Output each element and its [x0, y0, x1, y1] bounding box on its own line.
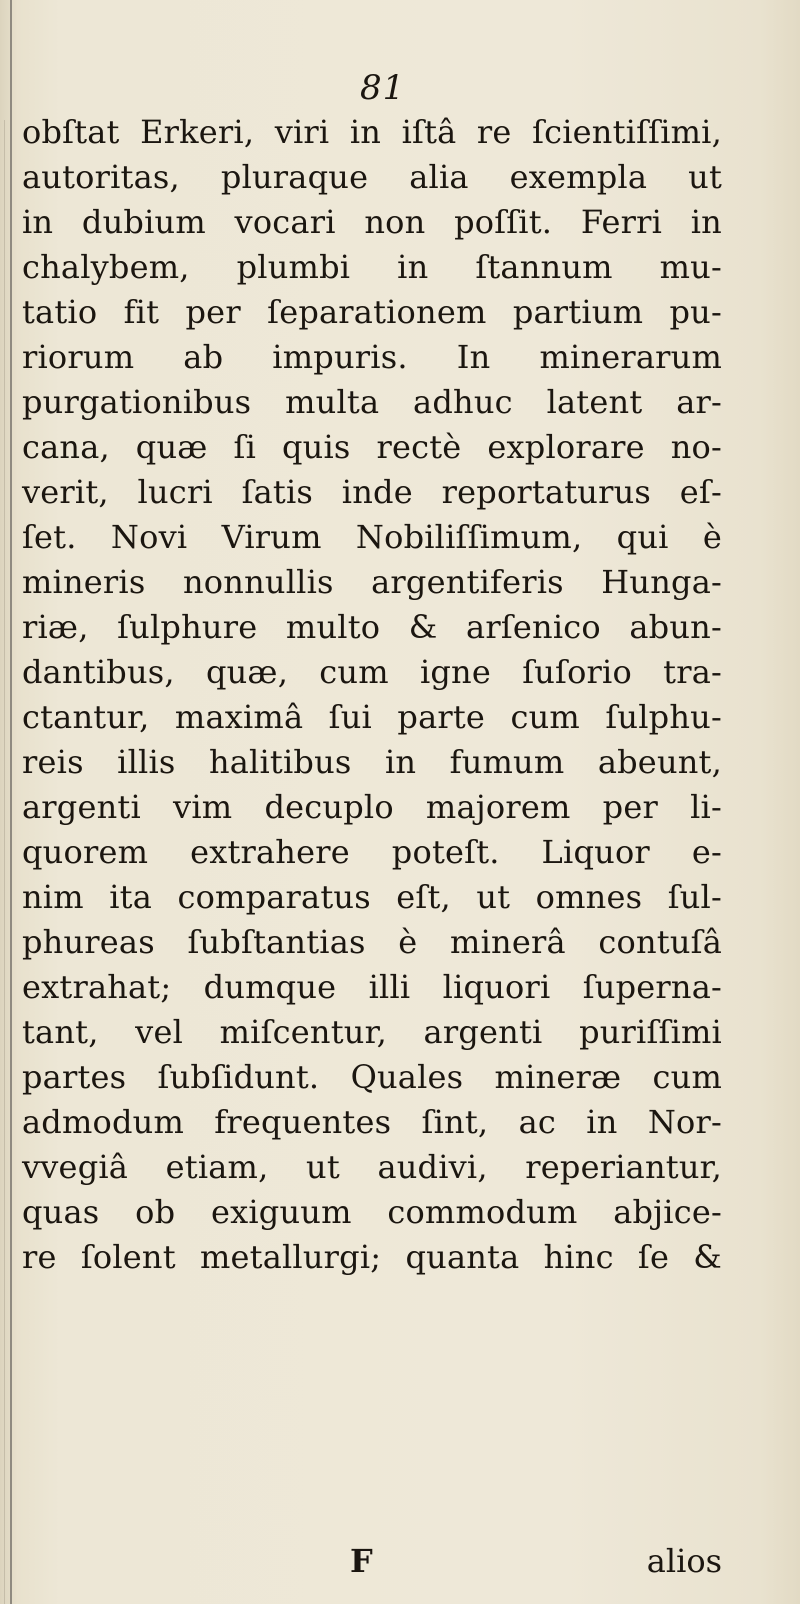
text-line: extrahat; dumque illi liquori ſuperna-	[22, 968, 722, 1006]
text-line: vvegiâ etiam, ut audivi, reperiantur,	[22, 1148, 722, 1186]
page-number: 81	[360, 68, 406, 108]
text-line: in dubium vocari non poſſit. Ferri in	[22, 203, 722, 241]
text-line: riorum ab impuris. In minerarum	[22, 338, 722, 376]
text-line: cana, quæ ſi quis rectè explorare no-	[22, 428, 722, 466]
text-line: partes ſubſidunt. Quales mineræ cum	[22, 1058, 722, 1096]
text-line: riæ, ſulphure multo & arſenico abun-	[22, 608, 722, 646]
text-line: verit, lucri ſatis inde reportaturus eſ-	[22, 473, 722, 511]
text-line: purgationibus multa adhuc latent ar-	[22, 383, 722, 421]
text-line: chalybem, plumbi in ſtannum mu-	[22, 248, 722, 286]
signature-mark: F	[350, 1542, 373, 1580]
gutter-shadow	[4, 120, 5, 1604]
text-line: quas ob exiguum commodum abjice-	[22, 1193, 722, 1231]
page-binding-edge	[10, 0, 12, 1604]
page-footer	[22, 1542, 722, 1587]
text-line: tatio fit per ſeparationem partium pu-	[22, 293, 722, 331]
text-line: ctantur, maximâ ſui parte cum ſulphu-	[22, 698, 722, 736]
text-line: ſet. Novi Virum Nobiliſſimum, qui è	[22, 518, 722, 556]
text-line: mineris nonnullis argentiferis Hunga-	[22, 563, 722, 601]
catchword: alios	[646, 1542, 722, 1580]
text-line: nim ita comparatus eſt, ut omnes ſul-	[22, 878, 722, 916]
text-line: autoritas, pluraque alia exempla ut	[22, 158, 722, 196]
text-line: reis illis halitibus in fumum abeunt,	[22, 743, 722, 781]
body-text	[22, 110, 722, 1280]
text-line: phureas ſubſtantias è minerâ contuſâ	[22, 923, 722, 961]
text-line: tant, vel miſcentur, argenti puriſſimi	[22, 1013, 722, 1051]
text-line: dantibus, quæ, cum igne ſuſorio tra-	[22, 653, 722, 691]
text-line: obſtat Erkeri, viri in iſtâ re ſcientiſſimi,	[22, 113, 722, 151]
text-line: re ſolent metallurgi; quanta hinc ſe &	[22, 1238, 722, 1276]
text-line: admodum frequentes ſint, ac in Nor-	[22, 1103, 722, 1141]
text-line: quorem extrahere poteſt. Liquor e-	[22, 833, 722, 871]
text-line: argenti vim decuplo majorem per li-	[22, 788, 722, 826]
